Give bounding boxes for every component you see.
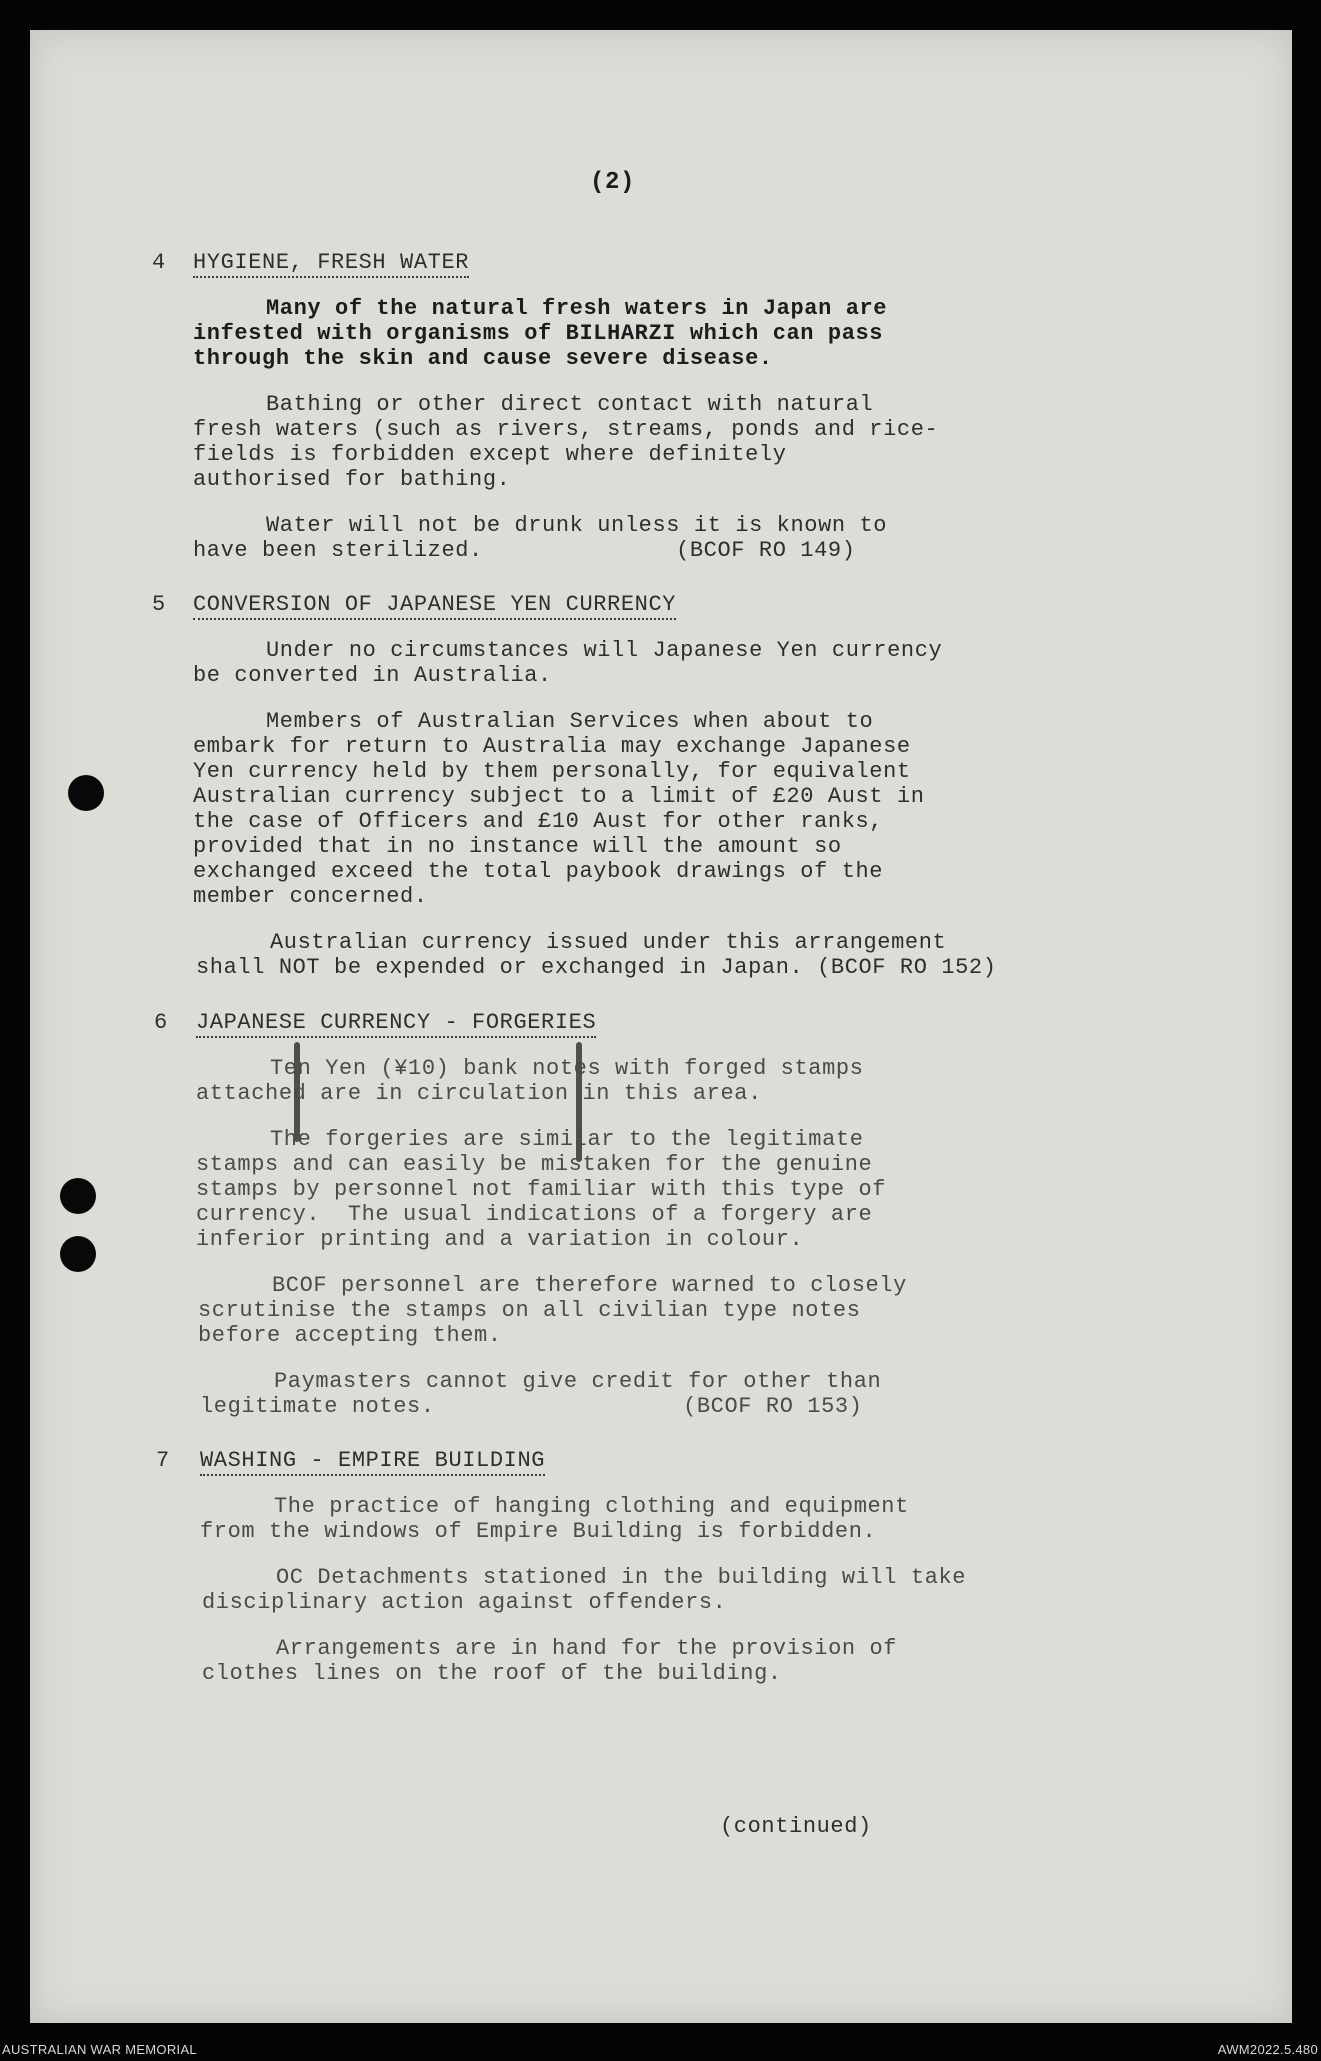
s6-p1-l2: attached are in circulation in this area. [196,1081,762,1106]
section-6-number: 6 [154,1010,168,1035]
section-4-heading: HYGIENE, FRESH WATER [193,250,469,278]
s5-p2-l3: Yen currency held by them personally, for equivalent [193,759,911,784]
s4-p3-l2: have been sterilized. (BCOF RO 149) [193,538,856,563]
s6-p2-l2: stamps and can easily be mistaken for the genuine [196,1152,873,1177]
section-7-heading: WASHING - EMPIRE BUILDING [200,1448,545,1476]
s5-p2-l7: exchanged exceed the total paybook drawings of the [193,859,884,884]
s6-p3-l3: before accepting them. [198,1323,502,1348]
s5-p3-l2: shall NOT be expended or exchanged in Japan. (BCOF RO 152) [196,955,997,980]
s6-p2-l1: The forgeries are similar to the legitimate [270,1127,864,1152]
s4-p1-l3: through the skin and cause severe disease. [193,346,773,371]
footer-right: AWM2022.5.480 [1217,2042,1318,2057]
s5-p2-l1: Members of Australian Services when about to [266,709,874,734]
s4-p2-l2: fresh waters (such as rivers, streams, ponds and rice- [193,417,939,442]
s4-p2-l4: authorised for bathing. [193,467,511,492]
section-5-number: 5 [152,592,166,617]
s4-p1-l2: infested with organisms of BILHARZI which can pass [193,321,884,346]
s5-p2-l2: embark for return to Australia may exchange Japanese [193,734,911,759]
section-7-number: 7 [156,1448,170,1473]
s6-p4-l1: Paymasters cannot give credit for other than [274,1369,882,1394]
section-4-number: 4 [152,250,166,275]
section-6-heading: JAPANESE CURRENCY - FORGERIES [196,1010,596,1038]
s4-p1-l1: Many of the natural fresh waters in Japan are [266,296,888,321]
s6-p3-l1: BCOF personnel are therefore warned to closely [272,1273,907,1298]
s4-p2-l1: Bathing or other direct contact with natural [266,392,874,417]
s6-p2-l5: inferior printing and a variation in colour. [196,1227,804,1252]
s5-p2-l6: provided that in no instance will the amount so [193,834,842,859]
s5-p2-l8: member concerned. [193,884,428,909]
s6-p4-l2: legitimate notes. (BCOF RO 153) [200,1394,863,1419]
punch-hole-top [68,775,104,811]
continued-label: (continued) [720,1814,872,1839]
s6-p3-l2: scrutinise the stamps on all civilian type notes [198,1298,861,1323]
s5-p3-l1: Australian currency issued under this arrangement [270,930,947,955]
s7-p1-l2: from the windows of Empire Building is forbidden. [200,1519,877,1544]
s5-p1-l1: Under no circumstances will Japanese Yen currency [266,638,943,663]
footer-left: AUSTRALIAN WAR MEMORIAL [2,2042,197,2057]
s4-p2-l3: fields is forbidden except where definitely [193,442,787,467]
s7-p2-l2: disciplinary action against offenders. [202,1590,727,1615]
s7-p2-l1: OC Detachments stationed in the building will take [276,1565,967,1590]
document-page [30,30,1292,2023]
s7-p1-l1: The practice of hanging clothing and equipment [274,1494,909,1519]
section-5-heading: CONVERSION OF JAPANESE YEN CURRENCY [193,592,676,620]
s5-p2-l4: Australian currency subject to a limit of £20 Aust in [193,784,925,809]
s6-p1-l1: Ten Yen (¥10) bank notes with forged stamps [270,1056,864,1081]
punch-hole-middle [60,1178,96,1214]
s5-p2-l5: the case of Officers and £10 Aust for other ranks, [193,809,884,834]
punch-hole-bottom [60,1236,96,1272]
s7-p3-l1: Arrangements are in hand for the provision of [276,1636,898,1661]
page-number: (2) [590,169,636,196]
s6-p2-l3: stamps by personnel not familiar with this type of [196,1177,887,1202]
s7-p3-l2: clothes lines on the roof of the building. [202,1661,782,1686]
s4-p3-l1: Water will not be drunk unless it is known to [266,513,888,538]
s5-p1-l2: be converted in Australia. [193,663,552,688]
s6-p2-l4: currency. The usual indications of a forgery are [196,1202,873,1227]
